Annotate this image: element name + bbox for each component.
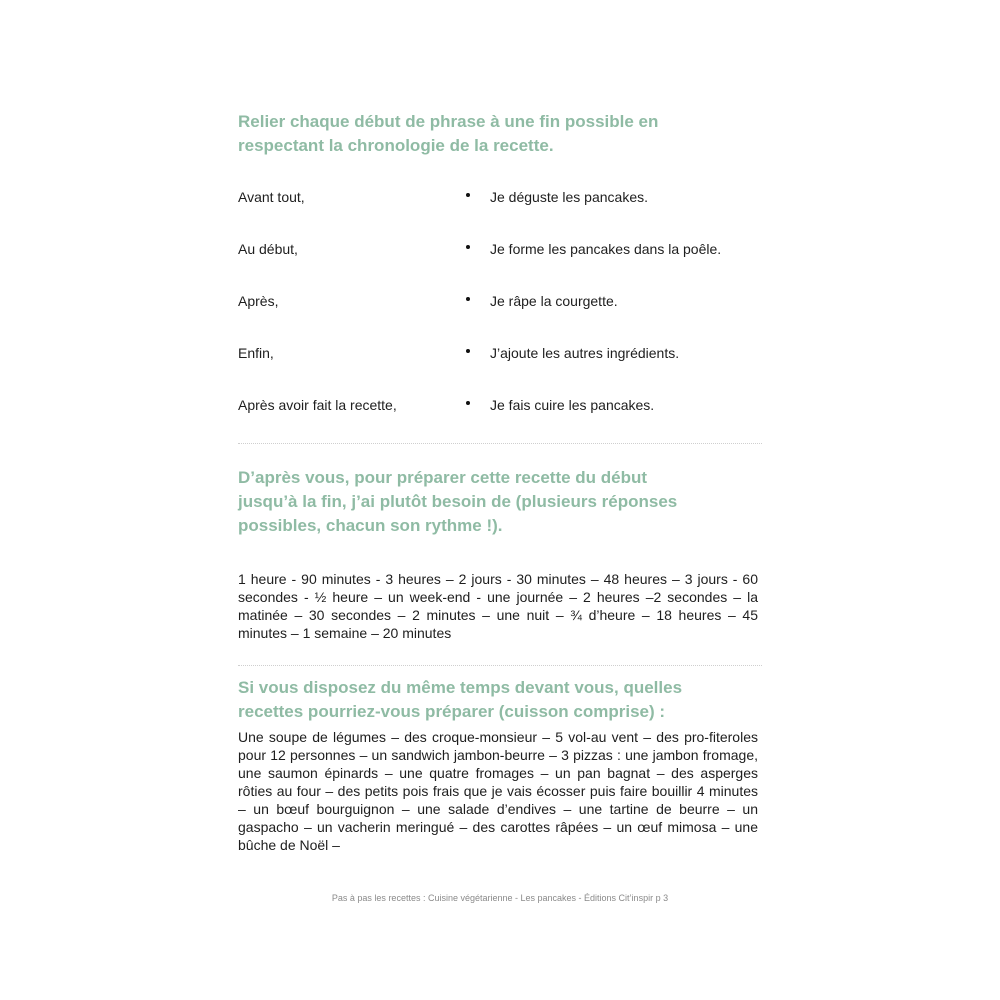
bullet-dot[interactable] <box>466 193 470 197</box>
sentence-end: Je forme les pancakes dans la poêle. <box>490 241 722 257</box>
page-footer: Pas à pas les recettes : Cuisine végétarienne - Les pancakes - Éditions Cit’inspir p 3 <box>331 893 669 903</box>
sentence-start: Au début, <box>238 241 298 257</box>
sentence-start: Enfin, <box>238 345 274 361</box>
sentence-end: Je fais cuire les pancakes. <box>490 397 655 413</box>
sentence-start: Après, <box>238 293 279 309</box>
sentence-end: Je râpe la courgette. <box>490 293 618 309</box>
recipes-list: Une soupe de légumes – des croque-monsieur – 5 vol-au vent – des pro-fiteroles pour 12 personnes – un sandwich jambon-beurre – 3 pizzas : une jambon fromage, une saumon épinards – une quatre fromages – un pan bagnat – des asperges rôties au four – des petits pois frais que je vais écosser puis faire bouillir 4 minutes – un bœuf bourguignon – une salade d’endives – une tartine de beurre – un gaspacho – un vacherin meringué – des carottes râpées – un œuf mimosa – une bûche de Noël – <box>238 729 758 853</box>
match-row <box>238 241 778 263</box>
durations-list: 1 heure - 90 minutes - 3 heures – 2 jours - 30 minutes – 48 heures – 3 jours - 60 secondes - ½ heure – un week-end - une journée – 2 heures –2 secondes – la matinée – 30 secondes – 2 minutes – une nuit – ¾ d’heure – 18 heures – 45 minutes – 1 semaine – 20 minutes <box>238 571 758 641</box>
section1-heading: Relier chaque début de phrase à une fin possible en respectant la chronologie de la recette. <box>238 112 659 155</box>
match-row <box>238 293 778 315</box>
bullet-dot[interactable] <box>466 245 470 249</box>
bullet-dot[interactable] <box>466 401 470 405</box>
bullet-dot[interactable] <box>466 297 470 301</box>
bullet-dot[interactable] <box>466 349 470 353</box>
sentence-start: Avant tout, <box>238 189 305 205</box>
sentence-end: Je déguste les pancakes. <box>490 189 648 205</box>
sentence-end: J’ajoute les autres ingrédients. <box>490 345 680 361</box>
sentence-start: Après avoir fait la recette, <box>238 397 397 413</box>
section3-heading: Si vous disposez du même temps devant vous, quelles recettes pourriez-vous préparer (cuisson comprise) : <box>238 678 683 721</box>
section-divider <box>238 443 762 444</box>
match-row <box>238 397 778 419</box>
section2-heading: D’après vous, pour préparer cette recette du début jusqu’à la fin, j’ai plutôt besoin de (plusieurs réponses possibles, chacun son rythme !). <box>238 468 678 535</box>
match-row <box>238 189 778 211</box>
match-row <box>238 345 778 367</box>
section-divider <box>238 665 762 666</box>
